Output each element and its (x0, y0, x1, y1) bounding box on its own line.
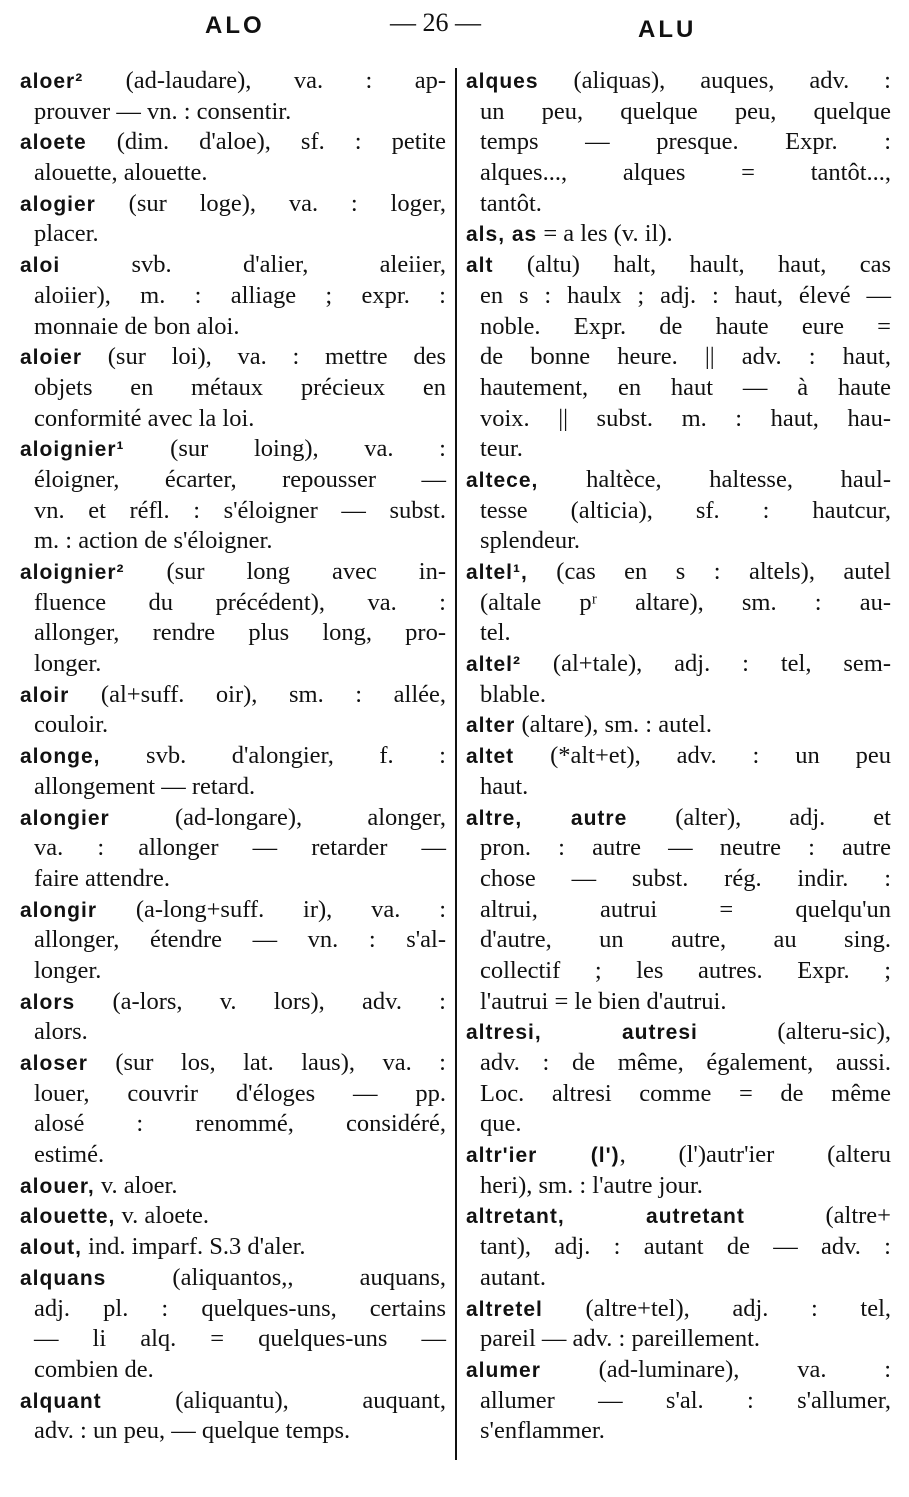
entry-text: de bonne heure. || adv. : haut, (480, 343, 891, 371)
entry-line (466, 1416, 891, 1447)
entry-line (466, 1171, 891, 1202)
headword: aloer² (20, 70, 84, 93)
headword: alout, (20, 1236, 82, 1260)
entry-line (20, 1171, 446, 1202)
entry-line (20, 1140, 446, 1171)
entry-text: , (l')autr'ier (alteru (619, 1141, 891, 1169)
entry-line (466, 342, 891, 373)
entry-line (20, 987, 446, 1018)
entry-text: (ad-laudare), va. : ap- (83, 67, 446, 94)
entry-text: (sur los, lat. laus), va. : (87, 1049, 446, 1076)
entry-text: noble. Expr. de haute eure = (480, 312, 891, 340)
entry-text: ind. imparf. S.3 d'aler. (82, 1233, 306, 1261)
entry-line (20, 925, 446, 956)
entry-line (466, 1294, 891, 1325)
headword: als, as (466, 223, 538, 247)
entry-text: (cas en s : altels), autel (527, 558, 891, 585)
entry-line (20, 1048, 446, 1079)
headword: alt (466, 254, 494, 278)
entry-line (466, 1140, 891, 1171)
entry-text: (aliquantu), auquant, (101, 1386, 446, 1414)
entry-line (20, 1232, 446, 1263)
entry-text: alors. (34, 1018, 88, 1046)
entry-line (466, 312, 891, 343)
entry-line (20, 158, 446, 189)
entry-line (466, 864, 891, 895)
entry-line (466, 895, 891, 926)
entry-text: alosé : renommé, considéré, (34, 1110, 446, 1138)
entry-text: (aliquas), auques, adv. : (538, 67, 891, 94)
entry-line (466, 526, 891, 557)
headword: alouer, (20, 1174, 95, 1198)
entry-text: combien de. (34, 1355, 154, 1383)
headword: altretant, autretant (466, 1205, 745, 1229)
headword: alongir (20, 898, 98, 922)
entry-text: allonger, rendre plus long, pro- (34, 619, 446, 647)
entry-line (20, 680, 446, 711)
entry-text: monnaie de bon aloi. (34, 312, 240, 340)
entry-line (466, 588, 891, 619)
headword: aloete (20, 131, 87, 155)
headword: aloir (20, 683, 70, 707)
entry-line (20, 312, 446, 343)
entry-text: (sur long avec in- (124, 558, 446, 585)
entry-text: d'autre, un autre, au sing. (480, 926, 891, 954)
entry-text: conformité avec la loi. (34, 404, 255, 432)
entry-line (20, 864, 446, 895)
entry-text: temps — presque. Expr. : (480, 128, 891, 156)
entry-line (20, 97, 446, 128)
entry-line (20, 803, 446, 834)
entry-text: voix. || subst. m. : haut, hau- (480, 404, 891, 432)
headword: altr'ier (l') (466, 1144, 620, 1168)
entry-line (20, 741, 446, 772)
header-left-guide-word: ALO (205, 12, 265, 39)
entry-text: pareil — adv. : pareillement. (480, 1325, 761, 1353)
entry-text: que. (480, 1110, 522, 1138)
entry-line (20, 1355, 446, 1386)
headword: alquans (20, 1266, 107, 1290)
entry-line (20, 434, 446, 465)
entry-line (20, 373, 446, 404)
headword: altel¹, (466, 561, 528, 584)
entry-text: allumer — s'al. : s'allumer, (480, 1386, 891, 1414)
entry-text: éloigner, écarter, repousser — (34, 465, 446, 493)
headword: aloi (20, 254, 61, 278)
entry-text: pron. : autre — neutre : autre (480, 834, 891, 862)
entry-line (20, 956, 446, 987)
entry-text: svb. d'alier, aleiier, (60, 251, 446, 279)
entry-text: — li alq. = quelques-uns — (34, 1325, 446, 1353)
headword: alongier (20, 806, 110, 830)
headword: alonge, (20, 745, 101, 769)
entry-line (20, 1079, 446, 1110)
entry-line (20, 66, 446, 97)
entry-text: altrui, autrui = quelqu'un (480, 895, 891, 923)
entry-line (466, 1386, 891, 1417)
entry-text: heri), sm. : l'autre jour. (480, 1171, 703, 1199)
headword: alques (466, 70, 539, 93)
entry-text: haut. (480, 772, 529, 800)
entry-text: (a-lors, v. lors), adv. : (75, 987, 446, 1015)
entry-line (466, 618, 891, 649)
entry-text: alouette, alouette. (34, 159, 208, 187)
entry-text: (ad-luminare), va. : (540, 1355, 891, 1383)
entry-text: couloir. (34, 711, 109, 739)
entry-text: en s : haulx ; adj. : haut, élevé — (480, 281, 891, 309)
entry-text: hautement, en haut — à haute (480, 373, 891, 401)
entry-text: un peu, quelque peu, quelque (480, 97, 891, 125)
entry-text: adv. : un peu, — quelque temps. (34, 1417, 351, 1445)
column-divider (455, 68, 457, 1460)
entry-line (20, 342, 446, 373)
entry-line (20, 1324, 446, 1355)
entry-line (20, 496, 446, 527)
entry-line (20, 1263, 446, 1294)
headword: altre, autre (466, 806, 628, 830)
entry-line (466, 97, 891, 128)
entry-line (20, 465, 446, 496)
headword: alquant (20, 1389, 102, 1413)
entry-text: (alter), adj. et (627, 803, 891, 831)
entry-text: vn. et réfl. : s'éloigner — subst. (34, 496, 446, 524)
headword: altretel (466, 1297, 543, 1321)
entry-text: va. : allonger — retarder — (34, 834, 446, 862)
header-right-guide-word: ALU (638, 16, 697, 43)
entry-text: (altare), sm. : autel. (515, 711, 712, 739)
entry-line (20, 1386, 446, 1417)
entry-line (466, 557, 891, 588)
entry-text: longer. (34, 650, 102, 678)
entry-text: autant. (480, 1263, 546, 1291)
entry-text: longer. (34, 956, 102, 984)
entry-text: tesse (alticia), sf. : hautcur, (480, 496, 891, 524)
entry-line (466, 1048, 891, 1079)
entry-text: adj. pl. : quelques-uns, certains (34, 1294, 446, 1322)
entry-text: allonger, étendre — vn. : s'al- (34, 926, 446, 954)
entry-line (466, 925, 891, 956)
entry-text: (alteru-sic), (697, 1018, 891, 1046)
entry-line (466, 1109, 891, 1140)
entry-text: placer. (34, 220, 99, 248)
entry-line (466, 833, 891, 864)
headword: alter (466, 714, 516, 738)
entry-line (20, 281, 446, 312)
entry-line (466, 1355, 891, 1386)
headword: altet (466, 745, 515, 769)
entry-line (466, 189, 891, 220)
entry-line (20, 557, 446, 588)
headword: alors (20, 990, 76, 1014)
entry-text: adv. : de même, également, aussi. (480, 1049, 891, 1076)
entry-text: v. aloete. (115, 1202, 210, 1230)
page-header (20, 8, 889, 48)
entry-line (466, 1079, 891, 1110)
entry-line (466, 250, 891, 281)
entry-line (466, 496, 891, 527)
entry-text: haltèce, haltesse, haul- (538, 465, 891, 493)
headword: aloignier² (20, 561, 125, 584)
entry-line (20, 1109, 446, 1140)
entry-text: m. : action de s'éloigner. (34, 527, 273, 555)
entry-text: blable. (480, 680, 546, 708)
left-column (20, 66, 446, 1447)
entry-line (466, 127, 891, 158)
right-column (466, 66, 891, 1447)
entry-line (466, 1263, 891, 1294)
entry-text: (altre+tel), adj. : tel, (542, 1294, 891, 1322)
entry-text: l'autrui = le bien d'autrui. (480, 987, 727, 1015)
entry-line (20, 710, 446, 741)
entry-line (466, 987, 891, 1018)
entry-text: (altre+ (744, 1202, 891, 1230)
entry-text: (altale pʳ altare), sm. : au- (480, 588, 891, 616)
entry-text: collectif ; les autres. Expr. ; (480, 956, 891, 984)
entry-text: svb. d'alongier, f. : (100, 742, 446, 770)
entry-line (466, 404, 891, 435)
headword: altresi, autresi (466, 1021, 698, 1045)
entry-text: Loc. altresi comme = de même (480, 1079, 891, 1107)
entry-text: v. aloer. (94, 1171, 178, 1199)
entry-text: tel. (480, 619, 511, 647)
entry-line (466, 1201, 891, 1232)
headword: alouette, (20, 1205, 116, 1229)
entry-line (20, 189, 446, 220)
headword: altece, (466, 468, 539, 492)
entry-text: (a-long+suff. ir), va. : (97, 895, 446, 923)
entry-line (466, 741, 891, 772)
entry-text: objets en métaux précieux en (34, 373, 446, 401)
entry-text: (aliquantos,, auquans, (106, 1263, 446, 1291)
entry-line (466, 1324, 891, 1355)
headword: aloignier¹ (20, 438, 125, 462)
entry-line (20, 895, 446, 926)
entry-line (20, 404, 446, 435)
entry-text: faire attendre. (34, 864, 171, 892)
entry-line (20, 833, 446, 864)
entry-line (20, 1294, 446, 1325)
entry-line (20, 649, 446, 680)
entry-text: prouver — vn. : consentir. (34, 97, 292, 125)
entry-text: (altu) halt, hault, haut, cas (493, 251, 891, 279)
entry-text: (*alt+et), adv. : un peu (514, 742, 891, 770)
entry-text: tantôt. (480, 189, 542, 217)
headword: alogier (20, 192, 96, 216)
entry-text: alques..., alques = tantôt..., (480, 159, 891, 187)
headword: aloier (20, 346, 83, 370)
entry-line (466, 219, 891, 250)
entry-text: (sur loing), va. : (124, 435, 446, 463)
entry-line (466, 1232, 891, 1263)
headword: alumer (466, 1358, 541, 1382)
entry-line (466, 956, 891, 987)
entry-line (20, 1017, 446, 1048)
entry-text: estimé. (34, 1141, 105, 1169)
entry-line (466, 680, 891, 711)
entry-line (466, 772, 891, 803)
entry-text: (ad-longare), alonger, (109, 803, 446, 831)
entry-line (20, 127, 446, 158)
entry-text: = a les (v. il). (537, 220, 673, 248)
entry-line (466, 803, 891, 834)
entry-text: teur. (480, 435, 523, 463)
entry-line (466, 158, 891, 189)
entry-line (466, 373, 891, 404)
entry-line (466, 281, 891, 312)
headword: aloser (20, 1052, 88, 1075)
entry-line (20, 772, 446, 803)
entry-text: (al+tale), adj. : tel, sem- (521, 650, 891, 678)
entry-line (20, 1416, 446, 1447)
entry-line (466, 710, 891, 741)
entry-text: chose — subst. rég. indir. : (480, 864, 891, 892)
entry-line (20, 588, 446, 619)
entry-line (466, 66, 891, 97)
entry-line (466, 1017, 891, 1048)
entry-text: (dim. d'aloe), sf. : petite (86, 128, 446, 156)
entry-text: s'enflammer. (480, 1417, 605, 1445)
entry-text: splendeur. (480, 527, 581, 555)
entry-text: louer, couvrir d'éloges — pp. (34, 1079, 446, 1107)
entry-text: aloiier), m. : alliage ; expr. : (34, 281, 446, 309)
entry-line (466, 434, 891, 465)
entry-line (20, 250, 446, 281)
entry-line (466, 649, 891, 680)
headword: altel² (466, 653, 522, 677)
entry-text: allongement — retard. (34, 772, 256, 800)
entry-text: (sur loge), va. : loger, (95, 189, 446, 217)
entry-text: (al+suff. oir), sm. : allée, (69, 680, 446, 708)
entry-text: tant), adj. : autant de — adv. : (480, 1233, 891, 1261)
entry-line (20, 526, 446, 557)
entry-line (20, 618, 446, 649)
entry-line (20, 1201, 446, 1232)
entry-text: fluence du précédent), va. : (34, 588, 446, 616)
page-number: — 26 — (390, 8, 481, 37)
entry-text: (sur loi), va. : mettre des (82, 343, 446, 371)
entry-line (20, 219, 446, 250)
entry-line (466, 465, 891, 496)
